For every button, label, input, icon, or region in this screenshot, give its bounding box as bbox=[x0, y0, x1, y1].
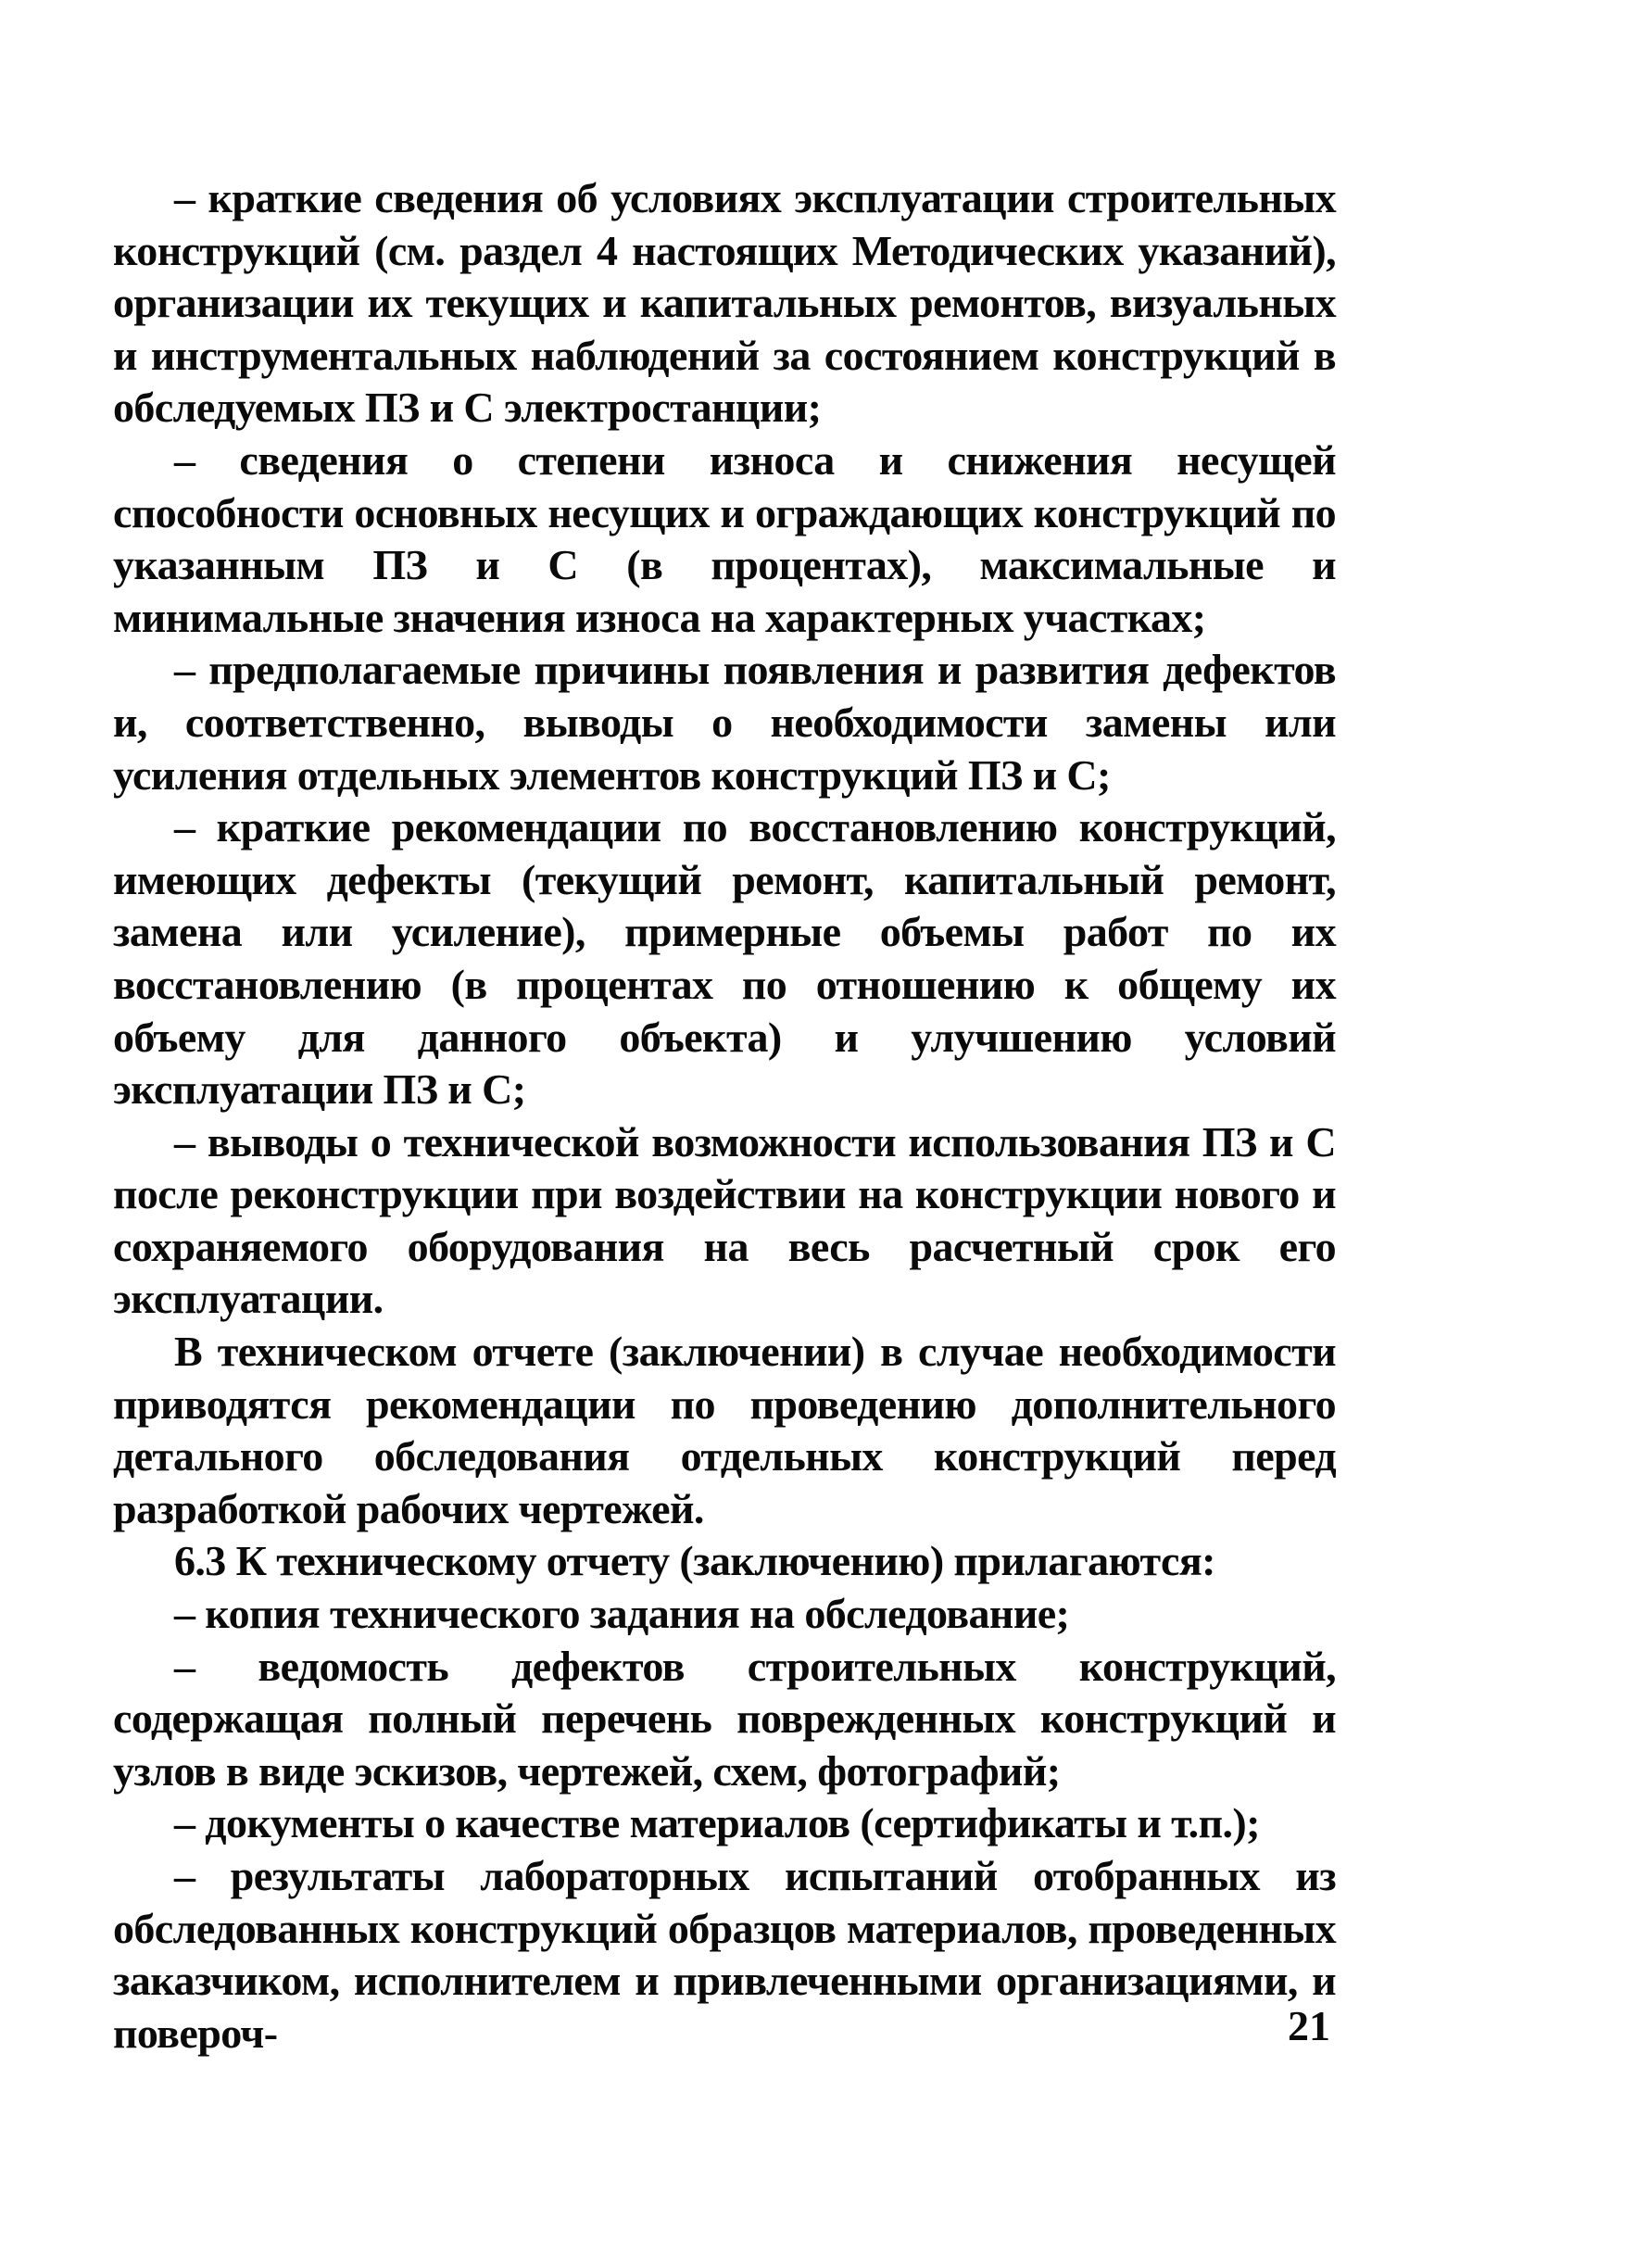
paragraph-material-certificates: – документы о качестве материалов (сертификаты и т.п.); bbox=[174, 1799, 1260, 1847]
paragraph-defect-causes: – предполагаемые причины появления и развития дефектов и, соответственно, выводы о необходимости замены или усиления отдельных элементов конструкций ПЗ и С; bbox=[113, 646, 1336, 799]
paragraph-terms-of-reference-copy: – копия технического задания на обследование; bbox=[174, 1590, 1070, 1638]
paragraph-lab-test-results: – результаты лабораторных испытаний отобранных из обследованных конструкций образцов материалов, проведенных заказчиком, исполнителем и привлеченными организациями, и повероч- bbox=[113, 1852, 1336, 2057]
paragraph-restoration-recommendations: – краткие рекомендации по восстановлению конструкций, имеющих дефекты (текущий ремонт, капитальный ремонт, замена или усиление), примерные объемы работ по их восстановлению (в процентах по отношению к общему их объему для данного объекта) и улучшению условий эксплуатации ПЗ и С; bbox=[113, 803, 1336, 1114]
paragraph-defects-list: – ведомость дефектов строительных конструкций, содержащая полный перечень поврежденных конструкций и узлов в виде эскизов, чертежей, схем, фотографий; bbox=[113, 1642, 1336, 1795]
section-6-3-heading: 6.3 К техническому отчету (заключению) прилагаются: bbox=[174, 1537, 1215, 1585]
paragraph-technical-feasibility: – выводы о технической возможности использования ПЗ и С после реконструкции при воздействии на конструкции нового и сохраняемого оборудования на весь расчетный срок его эксплуатации. bbox=[113, 1117, 1336, 1323]
page-number: 21 bbox=[1288, 2002, 1330, 2049]
paragraph-operating-conditions: – краткие сведения об условиях эксплуатации строительных конструкций (см. раздел 4 настоящих Методических указаний), организации их текущих и капитальных ремонтов, визуальных и инструментальных наблюдений за состоянием конструкций в обследуемых ПЗ и С электростанции; bbox=[113, 174, 1336, 432]
paragraph-wear-degree: – сведения о степени износа и снижения несущей способности основных несущих и ограждающих конструкций по указанным ПЗ и С (в процентах), максимальные и минимальные значения износа на характерных участках; bbox=[113, 435, 1336, 641]
document-body bbox=[113, 172, 1336, 2060]
paragraph-additional-inspection: В техническом отчете (заключении) в случае необходимости приводятся рекомендации по проведению дополнительного детального обследования отдельных конструкций перед разработкой рабочих чертежей. bbox=[113, 1328, 1336, 1532]
